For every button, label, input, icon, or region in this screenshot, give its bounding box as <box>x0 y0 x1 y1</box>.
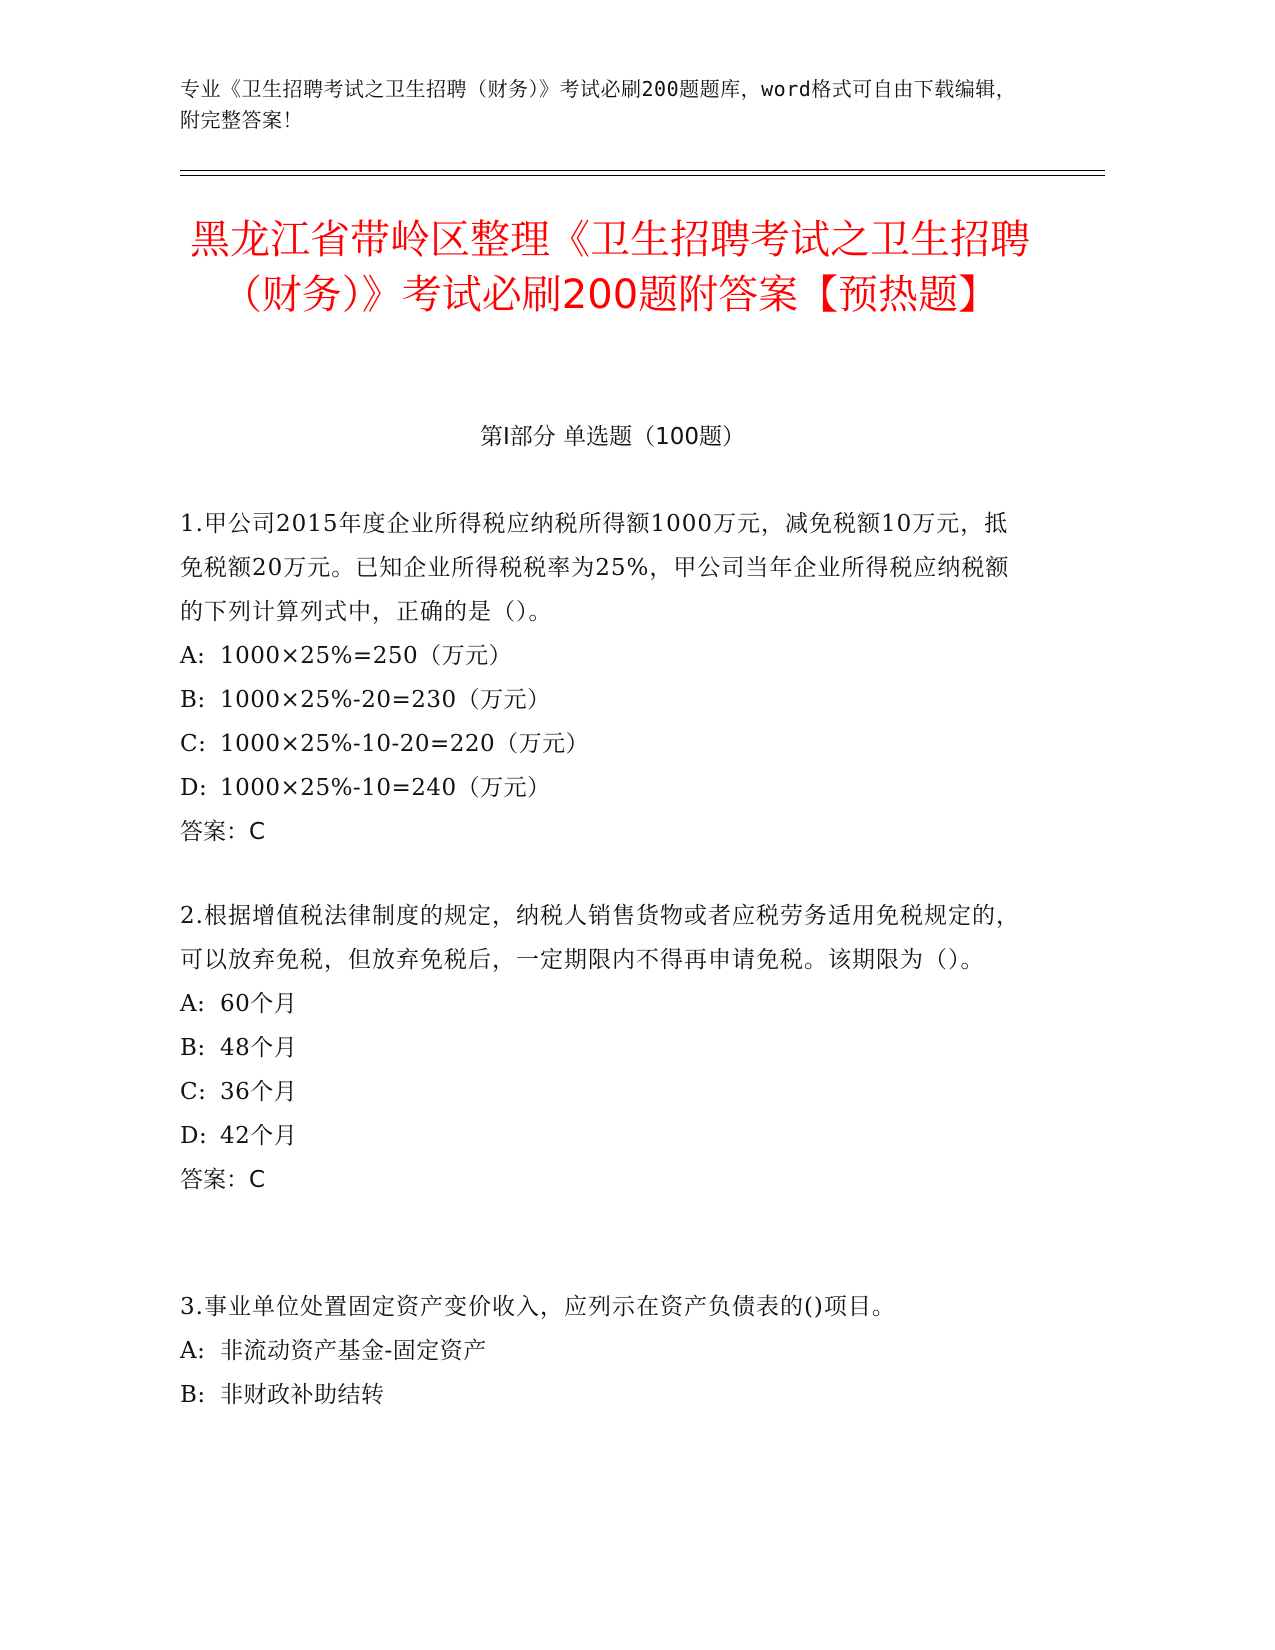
answer: 答案：C <box>180 1167 266 1193</box>
option-key: A: <box>180 1338 206 1364</box>
question-stem: 3.事业单位处置固定资产变价收入，应列示在资产负债表的()项目。 <box>180 1294 896 1320</box>
option-key: A: <box>180 643 206 669</box>
option-text: 1000×25%-20=230（万元） <box>220 687 551 713</box>
option-text: 48个月 <box>220 1035 298 1061</box>
option-d <box>180 766 1030 810</box>
option-text: 1000×25%-10=240（万元） <box>220 775 551 801</box>
option-text: 非财政补助结转 <box>220 1382 385 1408</box>
option-text: 非流动资产基金-固定资产 <box>220 1338 487 1364</box>
option-text: 60个月 <box>220 991 298 1017</box>
option-d <box>180 1114 1030 1158</box>
option-key: A: <box>180 991 206 1017</box>
question-3 <box>180 1285 1030 1417</box>
question-2 <box>180 894 1030 1202</box>
option-key: B: <box>180 1382 206 1408</box>
document-title: 黑龙江省带岭区整理《卫生招聘考试之卫生招聘（财务）》考试必刷200题附答案【预热题】 <box>190 217 1030 318</box>
question-stem: 2.根据增值税法律制度的规定，纳税人销售货物或者应税劳务适用免税规定的，可以放弃免税，但放弃免税后，一定期限内不得再申请免税。该期限为（）。 <box>180 903 1020 973</box>
option-b <box>180 1026 1030 1070</box>
question-1 <box>180 502 1030 854</box>
option-text: 36个月 <box>220 1079 298 1105</box>
header-divider-top <box>180 170 1105 171</box>
option-key: B: <box>180 687 206 713</box>
option-key: D: <box>180 775 208 801</box>
answer: 答案：C <box>180 819 266 845</box>
option-c <box>180 1070 1030 1114</box>
header-divider-bottom <box>180 175 1105 176</box>
option-a <box>180 634 1030 678</box>
section-title: 第Ⅰ部分 单选题（100题） <box>480 424 745 450</box>
option-c <box>180 722 1030 766</box>
header-note: 专业《卫生招聘考试之卫生招聘（财务）》考试必刷200题题库，word格式可自由下载编辑，附完整答案！ <box>180 77 1017 132</box>
option-text: 1000×25%=250（万元） <box>220 643 513 669</box>
option-key: B: <box>180 1035 206 1061</box>
option-a <box>180 982 1030 1026</box>
question-stem: 1.甲公司2015年度企业所得税应纳税所得额1000万元，减免税额10万元，抵免税额20万元。已知企业所得税税率为25%，甲公司当年企业所得税应纳税额的下列计算列式中，正确的是（）。 <box>180 511 1010 625</box>
option-text: 1000×25%-10-20=220（万元） <box>220 731 590 757</box>
option-key: C: <box>180 731 207 757</box>
option-a <box>180 1329 1030 1373</box>
option-key: D: <box>180 1123 208 1149</box>
option-key: C: <box>180 1079 207 1105</box>
option-b <box>180 678 1030 722</box>
option-b <box>180 1373 1030 1417</box>
option-text: 42个月 <box>220 1123 298 1149</box>
